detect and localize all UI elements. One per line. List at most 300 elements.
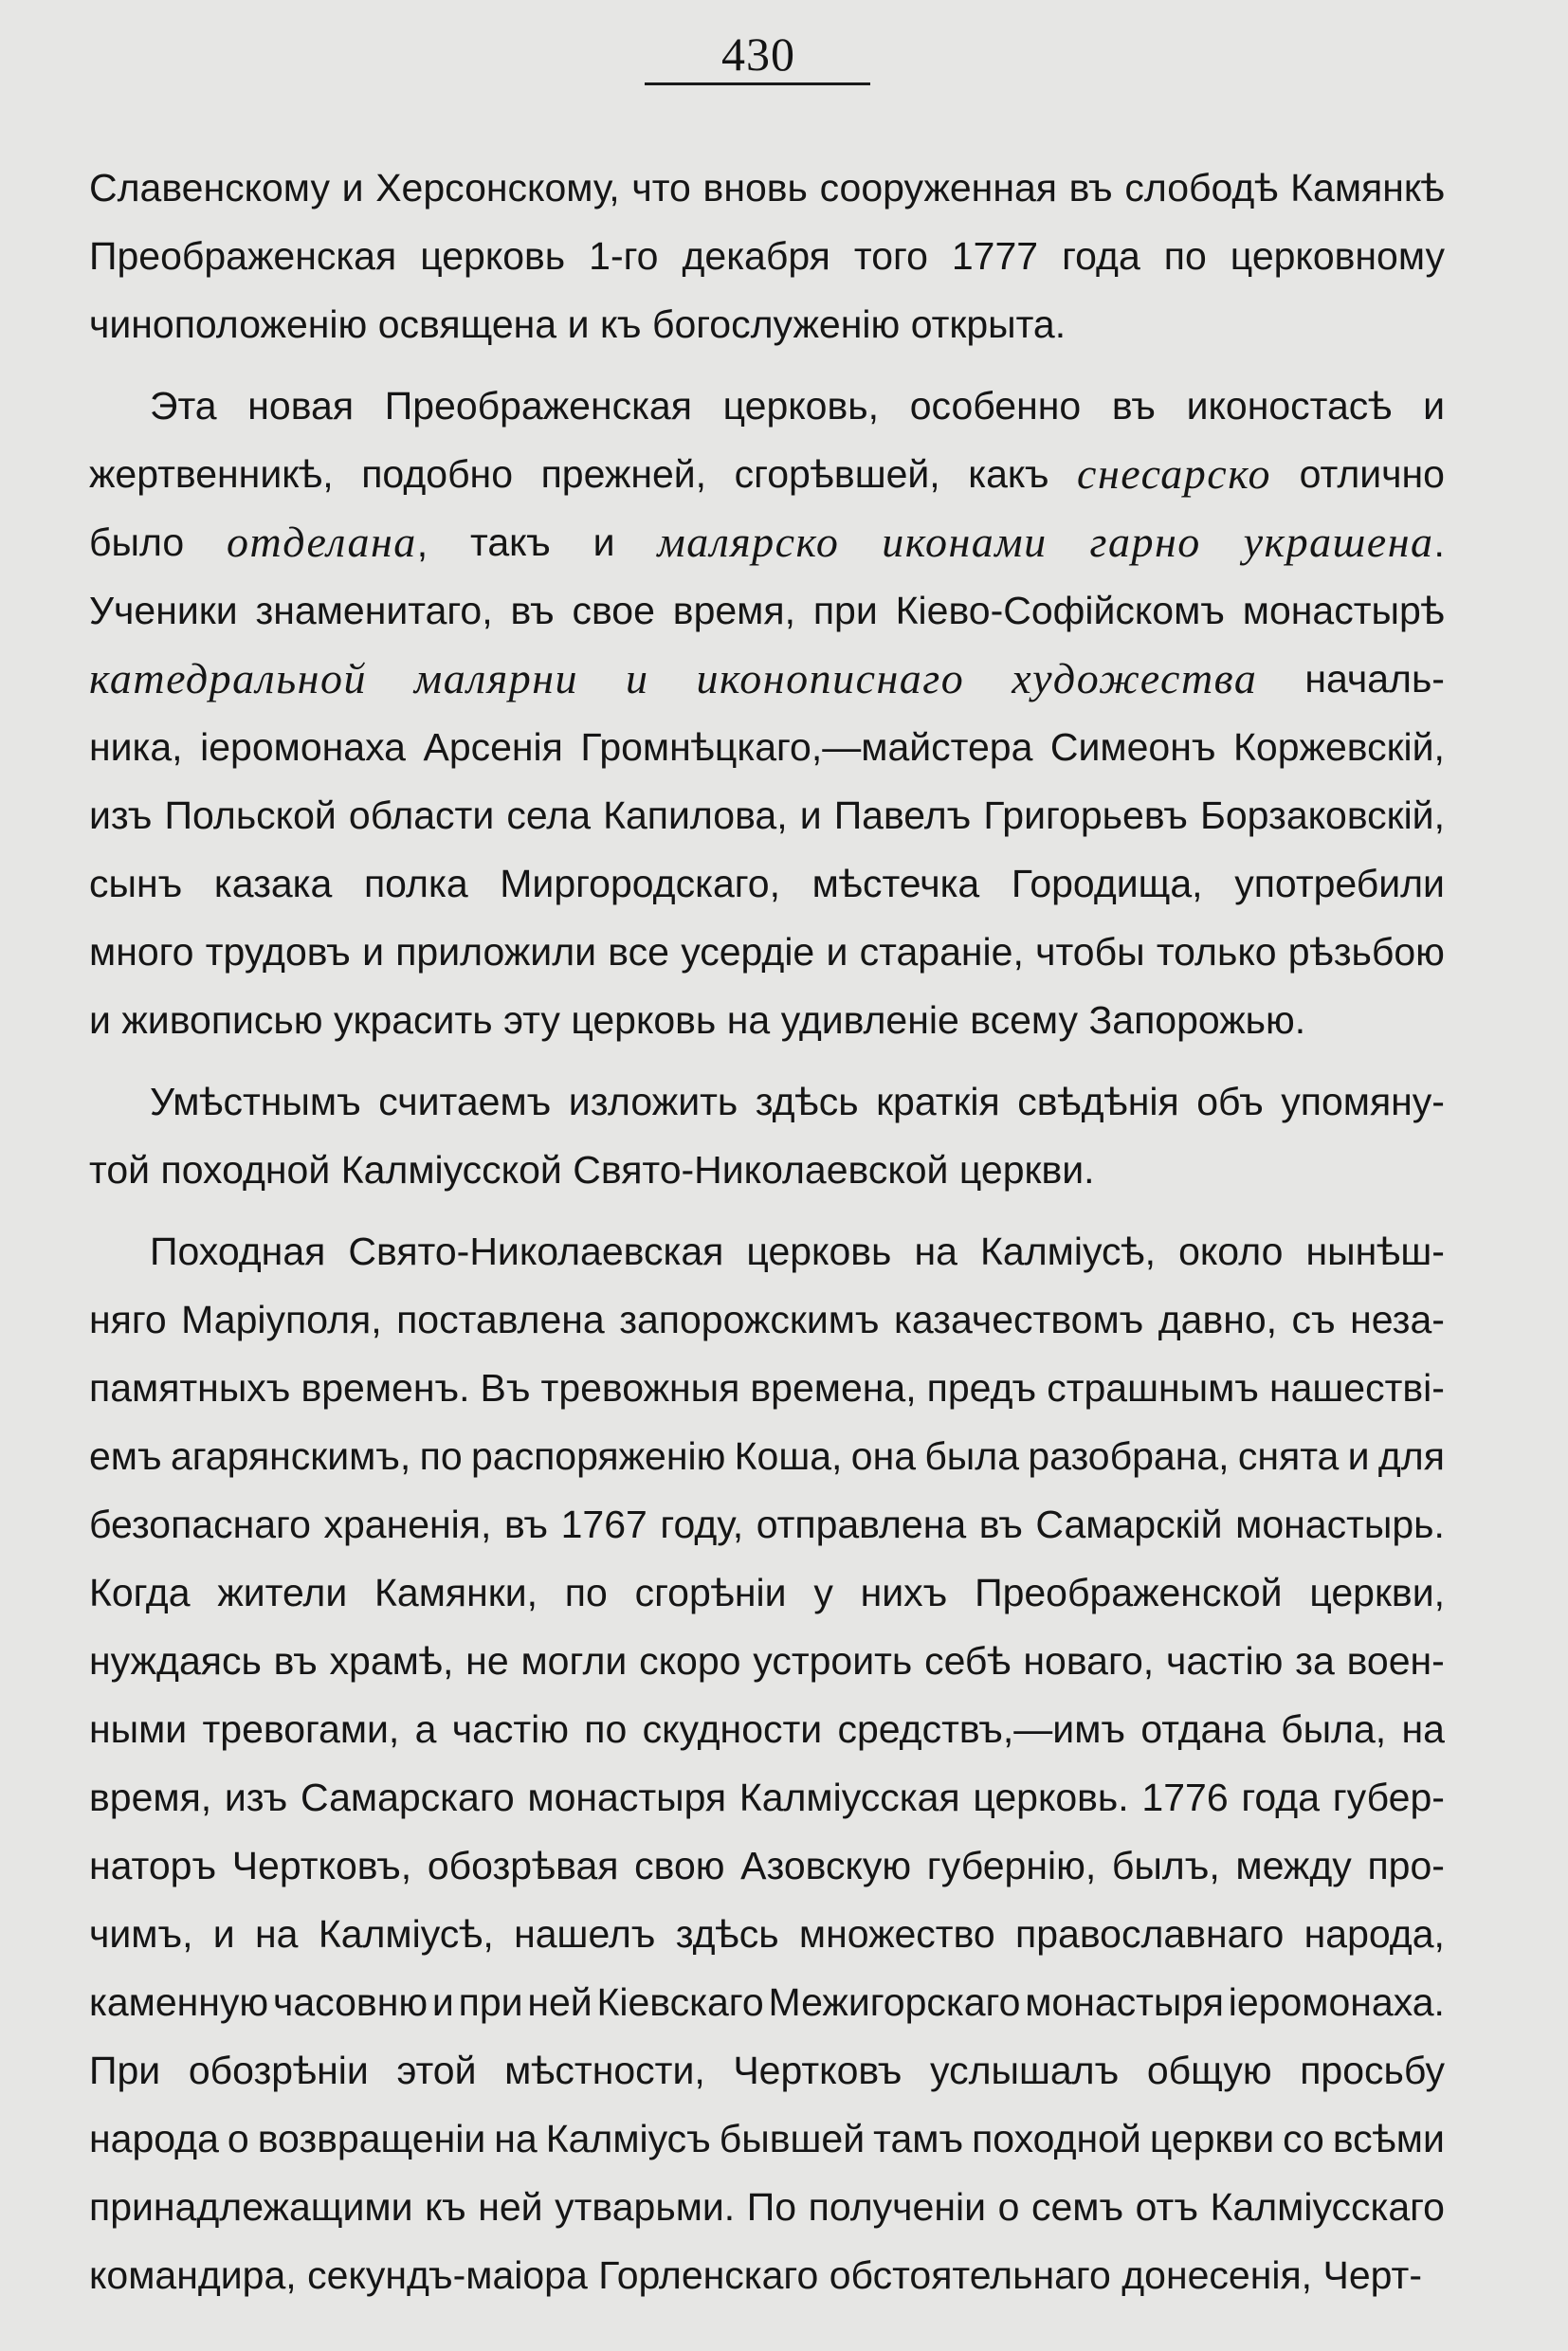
word-part: чимъ,	[89, 1912, 193, 1956]
word	[89, 1136, 150, 1204]
word	[799, 1900, 995, 1968]
word-part: Кіевскаго	[596, 1980, 764, 2024]
word-part: возвращеніи	[257, 2117, 486, 2160]
word-part: и	[431, 1980, 454, 2024]
word	[428, 1832, 619, 1900]
word-part: Преображенская	[384, 384, 692, 428]
word-part: Чертковъ	[733, 2049, 903, 2092]
word	[1304, 645, 1445, 713]
word	[520, 1627, 627, 1695]
word	[873, 2105, 963, 2173]
word	[206, 918, 351, 986]
word	[465, 1627, 508, 1695]
word	[396, 2036, 476, 2105]
word-part: часовню	[272, 1980, 428, 2024]
word	[682, 222, 830, 290]
word	[1347, 1627, 1445, 1695]
word	[571, 986, 716, 1054]
word	[1147, 2036, 1272, 2105]
word	[1234, 849, 1445, 918]
word	[342, 154, 364, 222]
word-part: полученіи	[808, 2185, 986, 2229]
word-part: по	[564, 1571, 608, 1614]
word	[273, 1968, 428, 2036]
word-part: и	[341, 166, 364, 210]
paragraph-gap	[89, 1204, 1445, 1217]
word	[323, 1490, 491, 1558]
paragraph	[89, 372, 1445, 1054]
word-part: Калміусскаго	[1210, 2185, 1445, 2229]
word-part: обозрѣвая	[427, 1844, 619, 1887]
word	[639, 1627, 740, 1695]
word-part: Камянки,	[374, 1571, 538, 1614]
word-part: того	[853, 234, 928, 278]
word	[1141, 1763, 1228, 1832]
word	[89, 2241, 297, 2309]
word-part: нашестві-	[1268, 1366, 1445, 1410]
word	[1164, 222, 1207, 290]
word-part: іеромонаха.	[1228, 1980, 1445, 2024]
word-part: тревожныя	[540, 1366, 740, 1410]
word	[746, 1217, 891, 1285]
word-part: изложить	[568, 1080, 738, 1123]
word	[301, 1354, 469, 1422]
word-part: приложили	[395, 930, 597, 974]
italic-word: отделана	[227, 518, 417, 566]
word	[1035, 1490, 1222, 1558]
word	[150, 372, 217, 440]
word-part: на	[914, 1230, 957, 1273]
word	[619, 1285, 879, 1354]
word-part: знаменитаго,	[255, 589, 493, 632]
text-line	[89, 1558, 1445, 1627]
word-part: Арсенія	[423, 725, 563, 769]
word	[739, 1763, 960, 1832]
word-part: мѣстечка	[811, 862, 980, 905]
word	[809, 2173, 986, 2241]
word	[258, 2105, 486, 2173]
word	[812, 849, 980, 918]
word-part: только	[1156, 930, 1277, 974]
word	[1300, 440, 1445, 508]
word-part: на	[1401, 1707, 1445, 1751]
word-part: около	[1178, 1230, 1284, 1273]
word-part: запорожскимъ	[619, 1298, 880, 1341]
word	[910, 372, 1081, 440]
word	[415, 1695, 437, 1763]
word	[555, 2173, 735, 2241]
word-part: нашелъ	[514, 1912, 656, 1956]
word-part: скудности	[642, 1707, 823, 1751]
word-part: Калміусѣ,	[318, 1912, 494, 1956]
word	[733, 2036, 902, 2105]
word-part: сооруженная	[819, 166, 1057, 210]
word	[1035, 918, 1144, 986]
word-part: времена,	[750, 1366, 917, 1410]
italic-word: и	[626, 654, 649, 702]
word	[432, 1968, 454, 2036]
word	[800, 781, 822, 849]
word	[89, 918, 194, 986]
word-part: чтобы	[1035, 930, 1145, 974]
word	[1187, 372, 1393, 440]
word	[527, 1968, 592, 2036]
word-part: всѣми	[1332, 2117, 1445, 2160]
word	[546, 2105, 711, 2173]
word-part: свѣдѣнія	[1017, 1080, 1179, 1123]
word-part: считаемъ	[378, 1080, 552, 1123]
word-part: Горленскаго	[598, 2253, 819, 2297]
word	[657, 508, 839, 576]
word	[1047, 1354, 1259, 1422]
word-part: въ	[978, 1503, 1023, 1546]
word	[972, 2105, 1141, 2173]
word	[603, 781, 788, 849]
word-part: той	[89, 1148, 151, 1192]
word-part: храмѣ,	[329, 1639, 454, 1683]
word	[973, 1763, 1128, 1832]
word-part: и	[89, 998, 111, 1042]
word	[1300, 2036, 1445, 2105]
word-part: на	[494, 2117, 538, 2160]
word-part: ника,	[89, 725, 183, 769]
word	[89, 222, 396, 290]
word-part: жители	[217, 1571, 348, 1614]
word	[1304, 1900, 1445, 1968]
word-part: церкви	[1149, 2117, 1275, 2160]
word-part: области	[348, 793, 495, 837]
paragraph	[89, 154, 1445, 358]
text-line	[89, 2173, 1445, 2241]
word-part: множество	[798, 1912, 995, 1956]
text-line	[89, 290, 1445, 358]
word-part: памятныхъ	[89, 1366, 291, 1410]
word-part: и	[362, 930, 384, 974]
word	[227, 508, 428, 576]
word-part: году,	[660, 1503, 744, 1546]
word-part: украсить	[334, 998, 493, 1042]
word-part: новая	[247, 384, 355, 428]
word-part: каменную	[89, 1980, 269, 2024]
word	[500, 849, 780, 918]
word	[924, 1627, 1011, 1695]
word-part: на	[255, 1912, 299, 1956]
word-part: нихъ	[860, 1571, 948, 1614]
word-part: 1-го	[589, 234, 659, 278]
word	[750, 1354, 916, 1422]
word	[968, 440, 1048, 508]
word	[506, 781, 591, 849]
word	[1112, 1832, 1220, 1900]
word	[572, 576, 654, 645]
word	[1295, 1627, 1335, 1695]
word-part: донесенія,	[1121, 2253, 1313, 2297]
word-part: здѣсь	[755, 1080, 859, 1123]
word	[608, 918, 669, 986]
text-line	[89, 1285, 1445, 1354]
word-part: временъ.	[301, 1366, 470, 1410]
word-part: средствъ,—имъ	[837, 1707, 1126, 1751]
word-part: церковь,	[722, 384, 879, 428]
word	[89, 1695, 187, 1763]
word	[753, 1627, 912, 1695]
word-part: и	[212, 1912, 235, 1956]
word	[150, 1067, 361, 1136]
word	[459, 1968, 523, 2036]
word	[1196, 1067, 1264, 1136]
word-part: Самарскій	[1035, 1503, 1223, 1546]
word	[330, 1627, 454, 1695]
word-part: между	[1235, 1844, 1352, 1887]
word	[541, 440, 707, 508]
word-part: по	[419, 1434, 463, 1478]
word	[1333, 2105, 1445, 2173]
word	[213, 1900, 235, 1968]
word-part: трудовъ	[205, 930, 351, 974]
word-part: предъ	[926, 1366, 1037, 1410]
word-part: монастырѣ	[1242, 589, 1445, 632]
word	[681, 918, 814, 986]
word	[89, 1422, 162, 1490]
word	[1244, 508, 1445, 576]
word	[171, 1422, 410, 1490]
word	[89, 849, 182, 918]
word-part: монастыря	[527, 1776, 727, 1819]
word	[1089, 986, 1306, 1054]
word	[720, 2105, 865, 2173]
paragraph	[89, 1067, 1445, 1204]
word-part: усердіе	[681, 930, 815, 974]
word	[1140, 1695, 1266, 1763]
text-line	[89, 1695, 1445, 1763]
word	[740, 1832, 911, 1900]
word	[503, 986, 560, 1054]
word	[1292, 1285, 1336, 1354]
word-part: изъ	[89, 793, 153, 837]
word-part: Славенскому	[89, 166, 330, 210]
word-part: Преображенская	[89, 234, 397, 278]
body-text	[89, 154, 1445, 2309]
word	[334, 986, 493, 1054]
word-part: про-	[1367, 1844, 1445, 1887]
word	[494, 2105, 537, 2173]
word-part: народа	[89, 2117, 219, 2160]
word	[89, 2036, 160, 2105]
word	[820, 154, 1057, 222]
word	[854, 222, 928, 290]
word-part: открыта.	[910, 302, 1067, 346]
word	[150, 1217, 325, 1285]
word-part: этой	[396, 2049, 477, 2092]
word	[89, 508, 184, 576]
word	[471, 1422, 725, 1490]
text-line	[89, 576, 1445, 645]
word	[584, 1695, 627, 1763]
word-part: года	[1241, 1776, 1321, 1819]
word-part: 1767	[560, 1503, 647, 1546]
word-part: Калміусѣ,	[980, 1230, 1157, 1273]
word-part: Польской	[164, 793, 337, 837]
word	[89, 440, 334, 508]
word-part: и	[1423, 384, 1445, 428]
word-part: безопаснаго	[89, 1503, 311, 1546]
word-part: подобно	[361, 452, 513, 496]
text-line	[89, 1900, 1445, 1968]
word	[1348, 1422, 1370, 1490]
word	[452, 1695, 569, 1763]
word	[165, 781, 337, 849]
word-part: новаго,	[1023, 1639, 1155, 1683]
word-part: Свято-Николаевская	[348, 1230, 724, 1273]
word	[861, 1558, 948, 1627]
word	[1350, 1285, 1445, 1354]
word-part: общую	[1146, 2049, 1272, 2092]
word	[735, 440, 940, 508]
word	[420, 1422, 463, 1490]
word	[1211, 2173, 1445, 2241]
paragraph-gap	[89, 358, 1445, 372]
word-part: слободѣ	[1124, 166, 1279, 210]
word	[420, 222, 565, 290]
word-part: 1777	[951, 234, 1039, 278]
word-part: няго	[89, 1298, 167, 1341]
word	[813, 1558, 833, 1627]
word-part: у	[813, 1571, 833, 1614]
word-part: была	[924, 1434, 1020, 1478]
word	[593, 508, 615, 576]
word	[1235, 1490, 1445, 1558]
word-part: въ	[1111, 384, 1156, 428]
word	[1306, 1217, 1445, 1285]
word-part: Черт-	[1322, 2253, 1422, 2297]
word	[362, 918, 384, 986]
word-part: Григорьевъ	[983, 793, 1188, 837]
text-line	[89, 918, 1445, 986]
italic-word: иконами	[882, 518, 1048, 566]
word-part: и	[799, 793, 822, 837]
word	[927, 1354, 1037, 1422]
word	[924, 1422, 1019, 1490]
word	[89, 1968, 268, 2036]
word-part: просьбу	[1300, 2049, 1445, 2092]
word	[568, 290, 590, 358]
word-part: страшнымъ	[1047, 1366, 1259, 1410]
word	[89, 2105, 219, 2173]
word-part: церковь.	[973, 1776, 1129, 1819]
word-part: въ	[273, 1639, 318, 1683]
word	[89, 1900, 192, 1968]
word-part: наторъ	[89, 1844, 217, 1887]
word	[89, 713, 183, 781]
word	[89, 781, 152, 849]
word-part: изъ	[224, 1776, 288, 1819]
word	[1023, 1627, 1154, 1695]
word	[1025, 1968, 1224, 2036]
word	[1283, 2105, 1324, 2173]
word-part: жертвенникѣ,	[89, 452, 334, 496]
word-part: стараніе,	[859, 930, 1024, 974]
word-part: богослуженію	[651, 302, 901, 346]
word-part: православнаго	[1015, 1912, 1285, 1956]
page-number: 430	[721, 27, 795, 81]
word-part: Капилова,	[603, 793, 788, 837]
word	[930, 2036, 1119, 2105]
word-part: Павелъ	[833, 793, 972, 837]
word-part: чиноположенію	[89, 302, 368, 346]
word-part: села	[506, 793, 592, 837]
word-part: такъ	[470, 520, 551, 564]
word-part: емъ	[89, 1434, 162, 1478]
word-part: а	[414, 1707, 437, 1751]
word-part: рѣзьбою	[1287, 930, 1445, 974]
word	[652, 290, 900, 358]
text-line	[89, 645, 1445, 713]
italic-word: иконописнаго	[696, 654, 965, 702]
italic-word: художества	[1012, 654, 1258, 702]
word	[703, 154, 808, 222]
word-part: какъ	[968, 452, 1049, 496]
word-part: ными	[89, 1707, 188, 1751]
italic-word: катедральной	[89, 654, 367, 702]
word	[876, 1067, 1000, 1136]
word-part: Азовскую	[740, 1844, 912, 1887]
word	[569, 1067, 738, 1136]
word	[1309, 1558, 1445, 1627]
word	[425, 2173, 466, 2241]
italic-word: снесарско	[1077, 449, 1271, 498]
word-part: Самарскаго	[301, 1776, 515, 1819]
word	[541, 1354, 740, 1422]
word-part: она	[850, 1434, 917, 1478]
word-part: монастыря	[1025, 1980, 1224, 2024]
word-part: упомяну-	[1281, 1080, 1445, 1123]
word-part: походной	[160, 1148, 331, 1192]
word	[600, 290, 642, 358]
word	[1077, 440, 1271, 508]
word-part: устроить	[753, 1639, 913, 1683]
word-part: отлично	[1299, 452, 1445, 496]
word-part: и	[826, 930, 848, 974]
word	[1136, 2173, 1198, 2241]
word	[89, 986, 111, 1054]
word-part: Межигорскаго	[768, 1980, 1021, 2024]
word	[1333, 1763, 1445, 1832]
word	[364, 849, 468, 918]
word	[374, 1558, 538, 1627]
text-line	[89, 1422, 1445, 1490]
word-part: По	[746, 2185, 797, 2229]
word-part: сынъ	[89, 862, 183, 905]
text-line	[89, 154, 1445, 222]
word-part: Эта	[150, 384, 217, 428]
word-part: къ	[599, 302, 642, 346]
word-part: церковь	[746, 1230, 892, 1273]
word-part: года	[1062, 234, 1140, 278]
word-part: воен-	[1346, 1639, 1445, 1683]
word-part: былъ,	[1111, 1844, 1220, 1887]
word-part: губер-	[1332, 1776, 1445, 1819]
word-part: при	[812, 589, 878, 632]
word	[983, 781, 1187, 849]
word	[301, 1763, 515, 1832]
word-part: народа,	[1304, 1912, 1445, 1956]
word	[860, 918, 1024, 986]
word-part: распоряженію	[470, 1434, 726, 1478]
word	[307, 2241, 588, 2309]
word	[181, 1285, 381, 1354]
word	[565, 1558, 608, 1627]
word	[1121, 2241, 1312, 2309]
